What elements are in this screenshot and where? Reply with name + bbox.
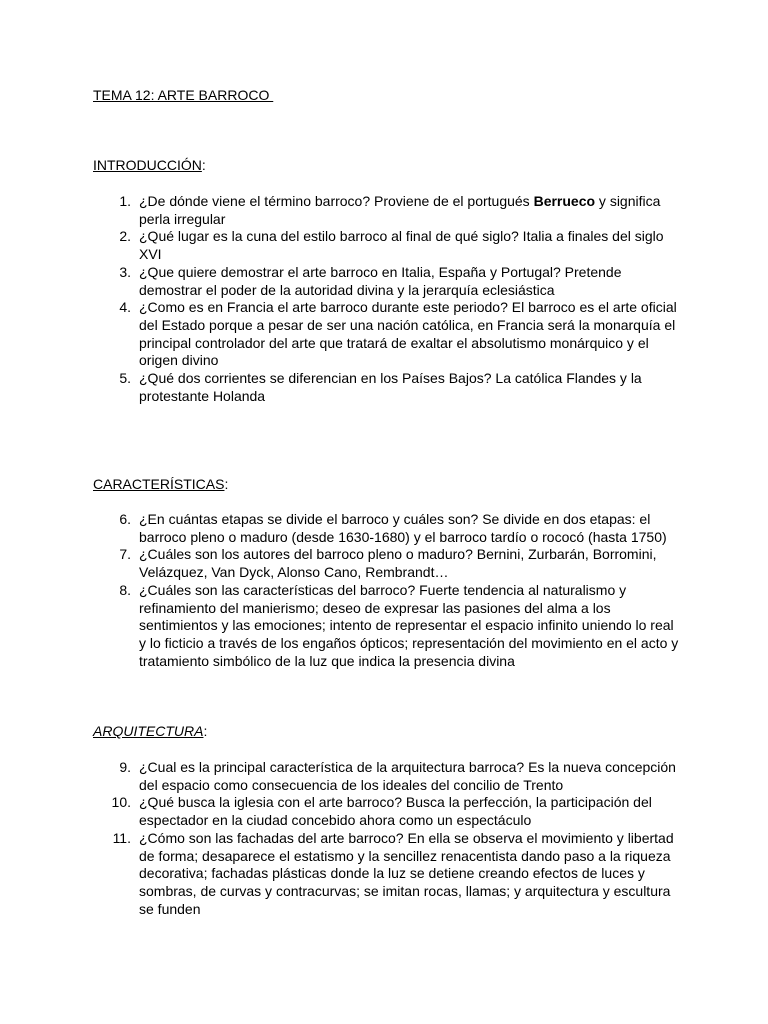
item-text: ¿Qué lugar es la cuna del estilo barroco al final de qué siglo? Italia a finales del siglo XVI	[139, 228, 664, 263]
item-number: 5.	[119, 370, 131, 387]
item-number: 9.	[119, 759, 131, 775]
list-item	[93, 759, 683, 794]
section-heading-text: CARACTERÍSTICAS	[93, 476, 225, 492]
list-item	[93, 228, 683, 263]
item-number: 8.	[119, 581, 131, 598]
list-item	[93, 299, 683, 370]
item-text: ¿Cuáles son las características del barroco? Fuerte tendencia al naturalismo y refinamiento del manierismo; deseo de expresar las pasiones del alma a los sentimientos y las emociones; intento de representar el espacio infinito uniendo lo real y lo ficticio a través de los engaños ópticos; representación del movimiento en el acto y tratamiento simbólico de la luz que indica la presencia divina	[139, 581, 679, 669]
list-item	[93, 264, 683, 299]
list-item	[93, 830, 683, 919]
item-text: ¿Cual es la principal característica de la arquitectura barroca? Es la nueva concepción del espacio como consecuencia de los ideales del concilio de Trento	[139, 759, 676, 793]
item-number: 2.	[119, 228, 131, 245]
document-title: TEMA 12: ARTE BARROCO	[93, 87, 274, 103]
item-text: ¿Cuáles son los autores del barroco pleno o maduro? Bernini, Zurbarán, Borromini, Velázquez, Van Dyck, Alonso Cano, Rembrandt…	[139, 546, 657, 581]
list-item	[93, 546, 683, 581]
section-heading-text: ARQUITECTURA	[93, 723, 204, 739]
item-text-part: y significa perla irregular	[139, 193, 661, 227]
item-text: ¿Cómo son las fachadas del arte barroco? En ella se observa el movimiento y libertad de forma; desaparece el estatismo y la sencillez renacentista dando paso a la riqueza decorativa; fachadas plásticas donde la luz se detiene creando efectos de luces y sombras, de curvas y contracurvas; se imitan rocas, llamas; y arquitectura y escultura se funden	[139, 829, 674, 917]
item-number: 1.	[119, 193, 131, 209]
item-number: 4.	[119, 299, 131, 316]
item-number: 11.	[112, 829, 131, 846]
item-text: ¿Que quiere demostrar el arte barroco en Italia, España y Portugal? Pretende demostrar el poder de la autoridad divina y la jerarquía eclesiástica	[139, 263, 622, 298]
section-heading-introduccion	[93, 156, 206, 174]
item-number: 3.	[119, 263, 131, 280]
list-item	[93, 794, 683, 829]
item-text: ¿Como es en Francia el arte barroco durante este periodo? El barroco es el arte oficial del Estado porque a pesar de ser una nación católica, en Francia será la monarquía el principal controlador del arte que tratará de exaltar el absolutismo monárquico y el origen divino	[139, 299, 677, 369]
item-text: ¿En cuántas etapas se divide el barroco y cuáles son? Se divide en dos etapas: el barroco pleno o maduro (desde 1630-1680) y el barroco tardío o rococó (hasta 1750)	[139, 511, 667, 545]
question-list-caracteristicas	[93, 511, 683, 670]
item-number: 10.	[111, 794, 131, 811]
section-heading-caracteristicas	[93, 475, 228, 493]
section-heading-text: INTRODUCCIÓN	[93, 157, 202, 173]
list-item	[93, 370, 683, 405]
section-heading-colon: :	[201, 157, 206, 173]
question-list-introduccion	[93, 193, 683, 405]
item-text	[139, 193, 660, 227]
item-text: ¿Qué dos corrientes se diferencian en los Países Bajos? La católica Flandes y la protestante Holanda	[139, 370, 642, 404]
question-list-arquitectura	[93, 759, 683, 918]
section-heading-colon: :	[203, 723, 208, 739]
section-heading-colon: :	[224, 476, 229, 492]
section-heading-arquitectura	[93, 722, 207, 740]
list-item	[93, 582, 683, 671]
item-number: 6.	[119, 511, 131, 527]
list-item	[93, 511, 683, 546]
list-item	[93, 193, 683, 228]
item-number: 7.	[119, 546, 131, 563]
item-text-part: ¿De dónde viene el término barroco? Proviene de el portugués	[139, 193, 534, 209]
item-text-bold-part: Berrueco	[533, 193, 596, 209]
item-text: ¿Qué busca la iglesia con el arte barroco? Busca la perfección, la participación del espectador en la ciudad concebido ahora como un espectáculo	[139, 794, 652, 829]
